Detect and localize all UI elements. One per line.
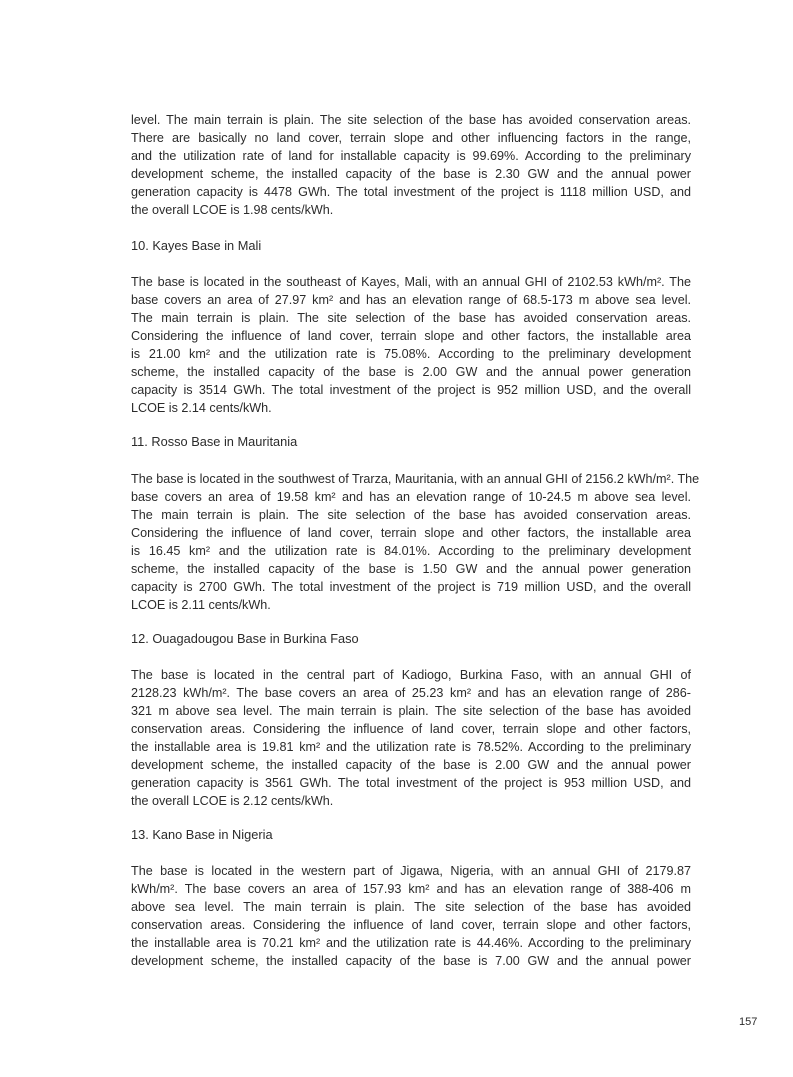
section-heading: 13. Kano Base in Nigeria bbox=[131, 827, 273, 842]
text-line: generation capacity is 3561 GWh. The total investment of the project is 953 million USD, and bbox=[131, 776, 691, 790]
text-line: base covers an area of 27.97 km² and has an elevation range of 68.5-173 m above sea level. bbox=[131, 293, 691, 307]
paragraph bbox=[131, 666, 691, 810]
text-line: the overall LCOE is 2.12 cents/kWh. bbox=[131, 794, 334, 808]
paragraph bbox=[131, 862, 691, 970]
text-line: capacity is 2700 GWh. The total investment of the project is 719 million USD, and the overall bbox=[131, 580, 691, 594]
text-line: is 16.45 km² and the utilization rate is 84.01%. According to the preliminary development bbox=[131, 544, 691, 558]
text-line: capacity is 3514 GWh. The total investment of the project is 952 million USD, and the overall bbox=[131, 383, 691, 397]
text-line: above sea level. The main terrain is plain. The site selection of the base has avoided bbox=[131, 900, 691, 914]
text-line: is 21.00 km² and the utilization rate is 75.08%. According to the preliminary development bbox=[131, 347, 691, 361]
text-line: The main terrain is plain. The site selection of the base has avoided conservation areas. bbox=[131, 311, 691, 325]
text-line: LCOE is 2.11 cents/kWh. bbox=[131, 598, 271, 612]
text-line: conservation areas. Considering the influence of land cover, terrain slope and other factors, bbox=[131, 722, 691, 736]
text-line: Considering the influence of land cover, terrain slope and other factors, the installable area bbox=[131, 329, 691, 343]
text-line: conservation areas. Considering the influence of land cover, terrain slope and other factors, bbox=[131, 918, 691, 932]
text-line: scheme, the installed capacity of the base is 1.50 GW and the annual power generation bbox=[131, 562, 691, 576]
paragraph bbox=[131, 470, 700, 614]
text-line: development scheme, the installed capacity of the base is 7.00 GW and the annual power bbox=[131, 954, 691, 968]
text-line: scheme, the installed capacity of the base is 2.00 GW and the annual power generation bbox=[131, 365, 691, 379]
text-line: and the utilization rate of land for installable capacity is 99.69%. According to the preliminary bbox=[131, 149, 691, 163]
text-line: The base is located in the southeast of Kayes, Mali, with an annual GHI of 2102.53 kWh/m². The bbox=[131, 275, 691, 289]
paragraph bbox=[131, 273, 691, 417]
text-line: the overall LCOE is 1.98 cents/kWh. bbox=[131, 203, 334, 217]
section-heading: 10. Kayes Base in Mali bbox=[131, 238, 262, 253]
text-line: kWh/m². The base covers an area of 157.93 km² and has an elevation range of 388-406 m bbox=[131, 882, 691, 896]
text-line: Considering the influence of land cover, terrain slope and other factors, the installable area bbox=[131, 526, 691, 540]
text-line: level. The main terrain is plain. The site selection of the base has avoided conservation areas. bbox=[131, 113, 691, 127]
text-line: 321 m above sea level. The main terrain is plain. The site selection of the base has avoided bbox=[131, 704, 691, 718]
text-line: the installable area is 19.81 km² and the utilization rate is 78.52%. According to the preliminary bbox=[131, 740, 691, 754]
section-heading: 11. Rosso Base in Mauritania bbox=[131, 434, 298, 449]
text-line: The base is located in the western part of Jigawa, Nigeria, with an annual GHI of 2179.87 bbox=[131, 864, 691, 878]
section-heading: 12. Ouagadougou Base in Burkina Faso bbox=[131, 631, 359, 646]
page-number: 157 bbox=[739, 1016, 758, 1028]
text-line: the installable area is 70.21 km² and the utilization rate is 44.46%. According to the preliminary bbox=[131, 936, 691, 950]
text-line: There are basically no land cover, terrain slope and other influencing factors in the range, bbox=[131, 131, 691, 145]
text-line: 2128.23 kWh/m². The base covers an area of 25.23 km² and has an elevation range of 286- bbox=[131, 686, 691, 700]
text-line: The main terrain is plain. The site selection of the base has avoided conservation areas. bbox=[131, 508, 691, 522]
text-line: development scheme, the installed capacity of the base is 2.00 GW and the annual power bbox=[131, 758, 691, 772]
text-line: generation capacity is 4478 GWh. The total investment of the project is 1118 million USD, and bbox=[131, 185, 691, 199]
paragraph bbox=[131, 111, 691, 219]
text-line: The base is located in the southwest of Trarza, Mauritania, with an annual GHI of 2156.2 kWh/m². The bbox=[131, 472, 700, 486]
text-line: LCOE is 2.14 cents/kWh. bbox=[131, 401, 272, 415]
text-line: The base is located in the central part of Kadiogo, Burkina Faso, with an annual GHI of bbox=[131, 668, 691, 682]
text-line: base covers an area of 19.58 km² and has an elevation range of 10-24.5 m above sea level. bbox=[131, 490, 691, 504]
text-line: development scheme, the installed capacity of the base is 2.30 GW and the annual power bbox=[131, 167, 691, 181]
